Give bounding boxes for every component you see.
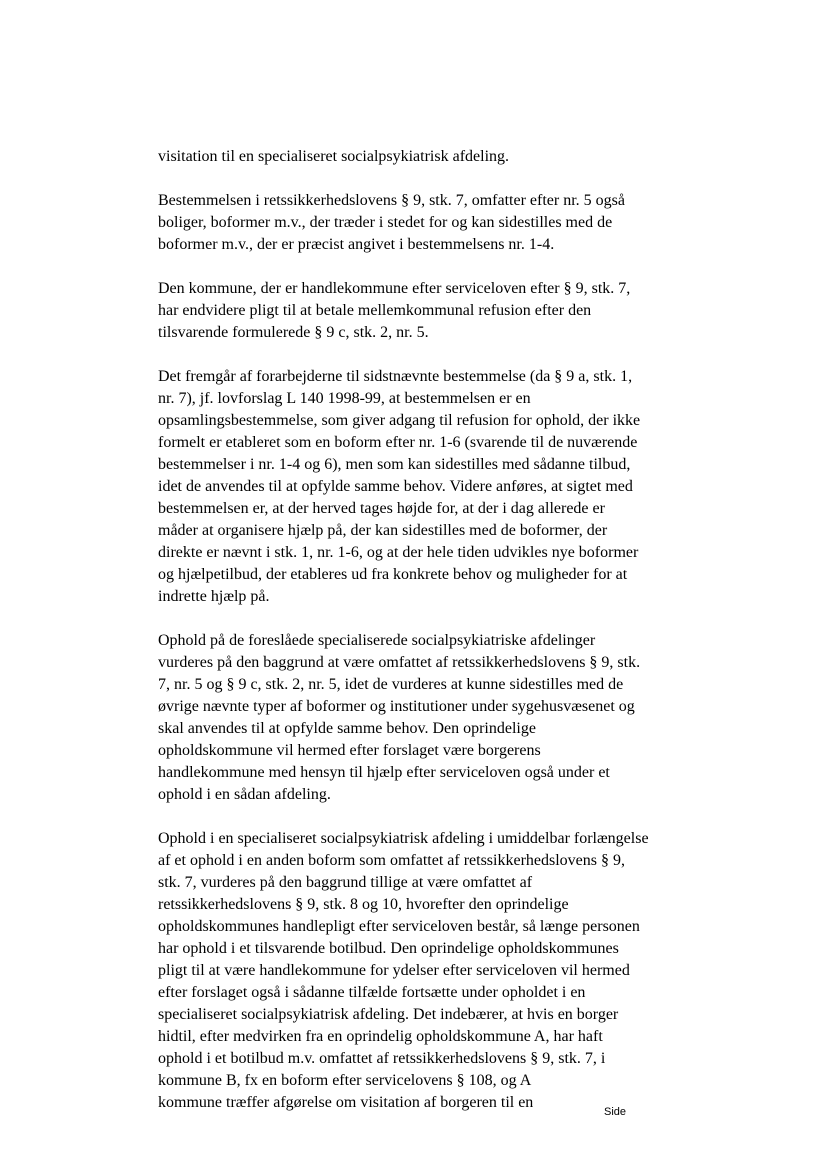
paragraph-5-line: handlekommune med hensyn til hjælp efter serviceloven også under et bbox=[158, 764, 610, 781]
paragraph-6-line: kommune træffer afgørelse om visitation af borgeren til en bbox=[158, 1094, 534, 1111]
paragraph-4-line: opsamlingsbestemmelse, som giver adgang til refusion for ophold, der ikke bbox=[158, 412, 641, 429]
paragraph-3-line: har endvidere pligt til at betale mellemkommunal refusion efter den bbox=[158, 302, 592, 319]
paragraph-5-line: øvrige nævnte typer af boformer og institutioner under sygehusvæsenet og bbox=[158, 698, 635, 715]
paragraph-4-line: bestemmelsen er, at der herved tages højde for, at der i dag allerede er bbox=[158, 500, 605, 517]
paragraph-6-line: hidtil, efter medvirken fra en oprindelig opholdskommune A, har haft bbox=[158, 1028, 603, 1045]
paragraph-6-line: stk. 7, vurderes på den baggrund tillige at være omfattet af bbox=[158, 874, 533, 891]
paragraph-4-line: måder at organisere hjælp på, der kan sidestilles med de boformer, der bbox=[158, 522, 608, 539]
paragraph-5-line: skal anvendes til at opfylde samme behov. Den oprindelige bbox=[158, 720, 536, 737]
paragraph-4-line: direkte er nævnt i stk. 1, nr. 1-6, og at der hele tiden udvikles nye boformer bbox=[158, 544, 639, 561]
paragraph-6-line: ophold i et botilbud m.v. omfattet af retssikkerhedslovens § 9, stk. 7, i bbox=[158, 1050, 606, 1067]
paragraph-6-line: af et ophold i en anden boform som omfattet af retssikkerhedslovens § 9, bbox=[158, 852, 625, 869]
paragraph-6-line: pligt til at være handlekommune for ydelser efter serviceloven vil hermed bbox=[158, 962, 630, 979]
paragraph-5-line: opholdskommune vil hermed efter forslaget være borgerens bbox=[158, 742, 541, 759]
paragraph-3-line: tilsvarende formulerede § 9 c, stk. 2, nr. 5. bbox=[158, 324, 429, 341]
paragraph-3-line: Den kommune, der er handlekommune efter serviceloven efter § 9, stk. 7, bbox=[158, 280, 631, 297]
paragraph-4-line: formelt er etableret som en boform efter nr. 1-6 (svarende til de nuværende bbox=[158, 434, 638, 451]
paragraph-6-line: efter forslaget også i sådanne tilfælde fortsætte under opholdet i en bbox=[158, 984, 586, 1001]
paragraph-2-line: Bestemmelsen i retssikkerhedslovens § 9, stk. 7, omfatter efter nr. 5 også bbox=[158, 192, 626, 209]
paragraph-2-line: boformer m.v., der er præcist angivet i bestemmelsens nr. 1-4. bbox=[158, 236, 555, 253]
paragraph-6-line: opholdskommunes handlepligt efter serviceloven består, så længe personen bbox=[158, 918, 640, 935]
paragraph-5-line: vurderes på den baggrund at være omfattet af retssikkerhedslovens § 9, stk. bbox=[158, 654, 641, 671]
paragraph-4-line: og hjælpetilbud, der etableres ud fra konkrete behov og muligheder for at bbox=[158, 566, 628, 583]
paragraph-2-line: boliger, boformer m.v., der træder i stedet for og kan sidestilles med de bbox=[158, 214, 613, 231]
paragraph-6-line: specialiseret socialpsykiatrisk afdeling. Det indebærer, at hvis en borger bbox=[158, 1006, 619, 1023]
page-footer-label: Side bbox=[604, 1106, 627, 1118]
paragraph-6-line: retssikkerhedslovens § 9, stk. 8 og 10, hvorefter den oprindelige bbox=[158, 896, 569, 913]
paragraph-5-line: 7, nr. 5 og § 9 c, stk. 2, nr. 5, idet de vurderes at kunne sidestilles med de bbox=[158, 676, 624, 693]
paragraph-4-line: Det fremgår af forarbejderne til sidstnævnte bestemmelse (da § 9 a, stk. 1, bbox=[158, 368, 633, 385]
paragraph-4-line: bestemmelser i nr. 1-4 og 6), men som kan sidestilles med sådanne tilbud, bbox=[158, 456, 631, 473]
paragraph-4-line: nr. 7), jf. lovforslag L 140 1998-99, at bestemmelsen er en bbox=[158, 390, 531, 407]
paragraph-5-line: Ophold på de foreslåede specialiserede socialpsykiatriske afdelinger bbox=[158, 632, 596, 649]
paragraph-1-line: visitation til en specialiseret socialpsykiatrisk afdeling. bbox=[158, 148, 510, 165]
paragraph-4-line: idet de anvendes til at opfylde samme behov. Videre anføres, at sigtet med bbox=[158, 478, 633, 495]
paragraph-6-line: kommune B, fx en boform efter servicelovens § 108, og A bbox=[158, 1072, 532, 1089]
paragraph-6-line: Ophold i en specialiseret socialpsykiatrisk afdeling i umiddelbar forlængelse bbox=[158, 830, 649, 847]
paragraph-6-line: har ophold i et tilsvarende botilbud. Den oprindelige opholdskommunes bbox=[158, 940, 619, 957]
paragraph-4-line: indrette hjælp på. bbox=[158, 588, 270, 605]
paragraph-5-line: ophold i en sådan afdeling. bbox=[158, 786, 331, 803]
